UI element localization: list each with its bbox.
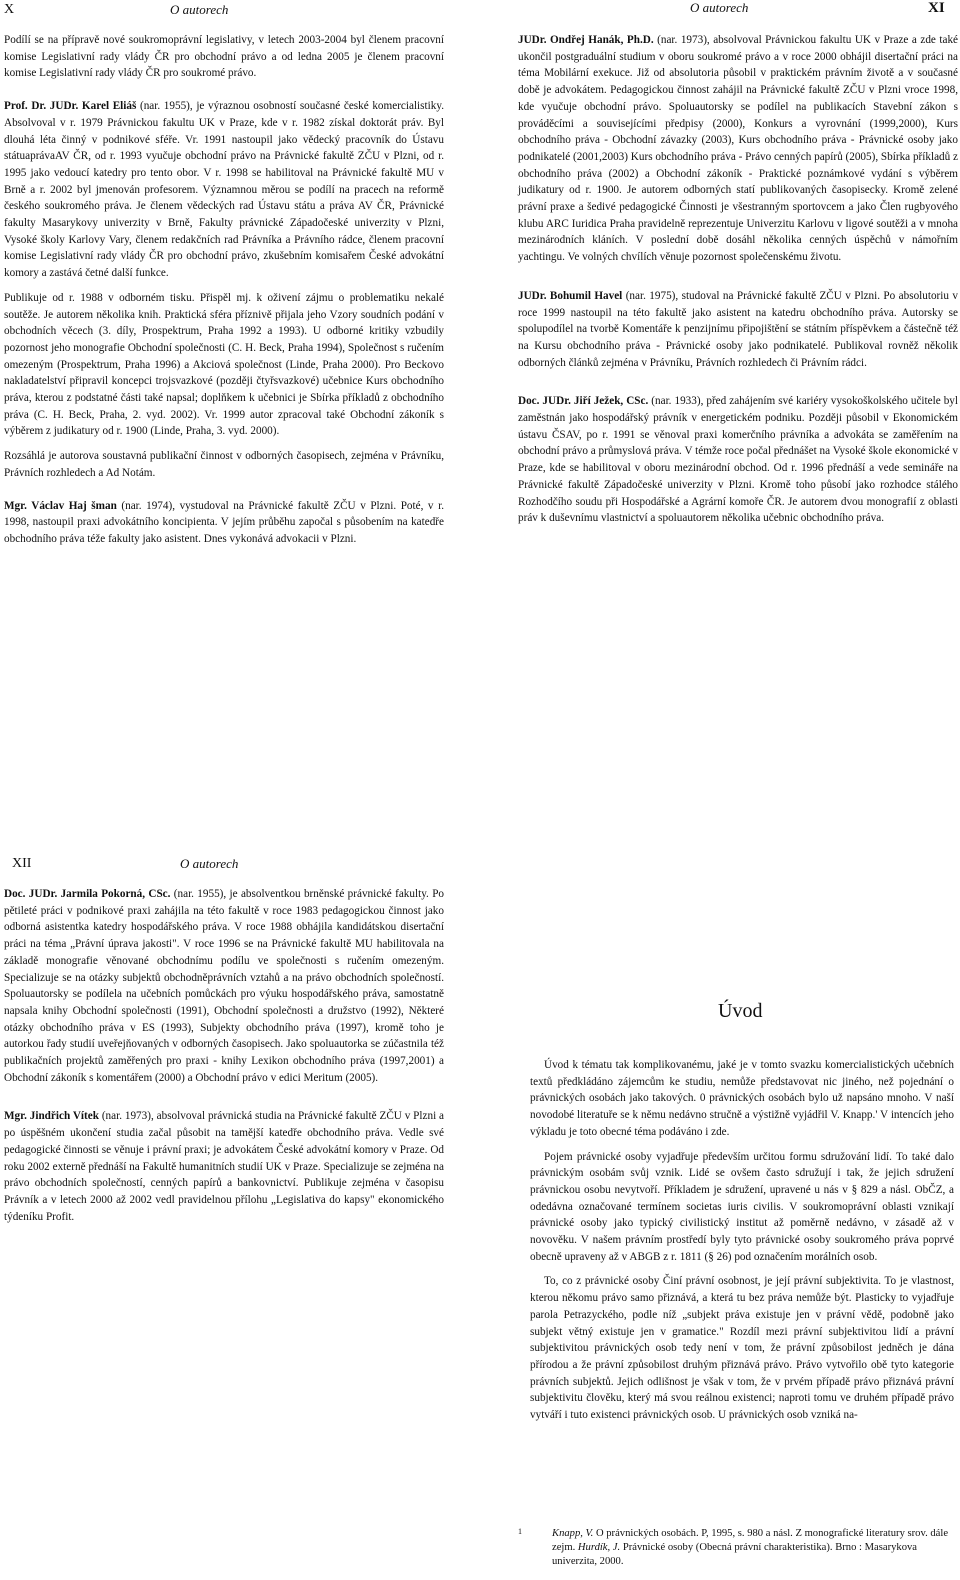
- author-elias-journals: Rozsáhlá je autorova soustavná publikační činnost v odborných časopisech, zejména v Právníku, Právních rozhledech a Ad Notám.: [4, 450, 444, 479]
- footnote-text: [552, 1527, 958, 1569]
- page-number-xi: XI: [928, 0, 945, 16]
- chapter-title: Úvod: [718, 1000, 763, 1022]
- author-name: Prof. Dr. JUDr. Karel Eliáš: [4, 100, 137, 113]
- page-xi-body: [518, 32, 958, 535]
- author-name: Doc. JUDr. Jarmila Pokorná, CSc.: [4, 888, 171, 900]
- author-bio: (nar. 1933), před zahájením své kariéry vysokoškolského učitele byl zaměstnán jako hospodářský právník v energetickém podniku. Později působil v Ekonomickém ústavu ČSAV, po r. 1991 se věnoval praxi komerčního právníka a advokáta se zaměřením na obchodní právo a průmyslová práva. V témže roce počal přednášet na Vysoké škole ekonomické v Praze, kde se habilitoval v oboru mezinárodní obchod. Od r. 1996 přednáší a vede semináře na Právnické fakultě Západočeské univerzity v Plzni. Kromě toho působí jako rozhodce stálého Rozhodčího soudu při Hospodářské a Agrární komoře ČR. Je autorem dvou monografií z oblasti práv k duševnímu vlastnictví a spoluautorem několika učebnic obchodního práva.: [518, 395, 958, 525]
- footnote-author-2: Hurdík, J.: [577, 1542, 621, 1553]
- footnote-part-1: O právnických osobách. P, 1995, s. 980 a násl. Z monografické literatury srov. dále zejm.: [552, 1528, 949, 1553]
- author-bio: (nar. 1973), absolvoval právnická studia na Právnické fakultě ZČU v Plzni a po úspěšném ukončení studia začal působit na tamější katedře obchodního práva. Vedle své pedagogické činnosti se věnuje i právní praxi; je advokátem České advokátní komory v Praze. Od roku 2002 externě přednáší na Fakultě humanitních studií UK v Praze. Specializuje se zejména na právo obchodních společností, cenných papírů a bankovnictví. Publikuje zejména v časopisu Právník a v letech 2000 až 2002 vedl pravidelnou přílohu „Legislativa do kapsy" ekonomického týdeníku Profit.: [4, 1110, 445, 1223]
- author-hanak: [518, 32, 958, 266]
- page-xii-body: [4, 886, 444, 1233]
- author-name: JUDr. Ondřej Hanák, Ph.D.: [518, 34, 654, 46]
- author-hajsman: [4, 498, 444, 548]
- footnote: [518, 1527, 958, 1569]
- footnote-part-2: Právnické osoby (Obecná právní charakteristika). Brno : Masarykova univerzita, 2000.: [552, 1542, 917, 1567]
- footnote-author: Knapp, V.: [552, 1528, 594, 1539]
- author-jezek: [518, 393, 958, 527]
- author-name: JUDr. Bohumil Havel: [518, 289, 623, 302]
- author-havel: [518, 288, 958, 372]
- page-x-body: [4, 32, 444, 556]
- running-head-third: O autorech: [180, 856, 239, 871]
- intro-paragraph: Podílí se na přípravě nové soukromoprávní legislativy, v letech 2003-2004 byl členem pracovní komise Legislativní rady vlády ČR pro obchodní právo a od ledna 2005 je členem pracovní komise Legislativní rady vlády ČR pro soukromé právo.: [4, 34, 444, 80]
- author-vitek: [4, 1108, 444, 1225]
- author-name: Mgr. Jindřich Vítek: [4, 1110, 99, 1123]
- author-name: Doc. JUDr. Jiří Ježek, CSc.: [518, 395, 649, 408]
- footnote-mark: 1: [518, 1527, 522, 1536]
- author-bio: (nar. 1955), je absolventkou brněnské právnické fakulty. Po pětileté práci v podnikové praxi zahájila na této fakultě v roce 1983 pedagogickou činnost jako odborná asistentka katedry hospodářského práva. V roce 1988 obhájila kandidátskou disertační práci na téma „Právní úprava jakosti". V roce 1996 se na Právnické fakultě MU habilitovala na základě monografie věnované obchodnímu podílu ve společnosti s ručením omezeným. Specializuje se na otázky subjektů obchodněprávních vztahů a na právo obchodních společností. Spoluautorsky se podílela na učebních pomůckách pro výuku hospodářského práva, samostatně napsala knihy Obchodní společnosti (1991), Obchodní společnosti a družstvo (1992), Některé otázky obchodního práva v ES (1993), Subjekty obchodního práva (1997), kromě toho je autorkou řady studií uveřejňovaných v odborných časopisech. Jako spoluautorka se zúčastnila též publikačních projektů zaměřených pro praxi - knihy Lexikon obchodního práva (1997,2001) a Obchodní zákoník s komentářem (2000) a Obchodní právo v edici Meritum (2005).: [4, 888, 445, 1084]
- author-bio: (nar. 1975), studoval na Právnické fakultě ZČU v Plzni. Po absolutoriu v roce 1999 nastoupil na této fakultě jako asistent na katedru obchodního práva. Autorsky se spolupodílel na tvorbě Komentáře k penzijnímu připojištění se státním příspěvkem a částečně též na Kursu obchodního práva - Právnické osoby jako podnikatelé. Publikoval rovněž několik odborných článků zejména v Právníku, Právních rozhledech či Právním rádci.: [518, 289, 958, 369]
- author-name: Mgr. Václav Haj šman: [4, 499, 117, 512]
- running-head-left: O autorech: [170, 2, 229, 17]
- author-pokorna: [4, 886, 444, 1086]
- intro-para-2: Pojem právnické osoby vyjadřuje především určitou formu sdružování lidí. To také dalo právnickým osobám svůj vznik. Lidé se ovšem často sdružují i tak, že jejich sdružení právnickou osobu nevytvoří. Příkladem je sdružení, upravené u nás v § 829 a násl. ObČZ, a odedávna označované termínem societas iuris civilis. V soukromoprávní oblasti vznikají právnické osoby jako typický civilistický institut až poměrně nedávno, v zásadě až v novověku. V našem právním prostředí byly tyto právnické osoby soukromého práva poprvé obecně upraveny až v ABGB z r. 1811 (§ 26) pod označením morálních osob.: [530, 1150, 954, 1263]
- author-elias: [4, 98, 444, 282]
- author-elias-publications: Publikuje od r. 1988 v odborném tisku. Přispěl mj. k oživení zájmu o problematiku nekalé soutěže. Je autorem několika knih. Praktická sféra příznivě přijala jeho Vzory soudních podání v obchodních věcech (3. díly, Prospektrum, Praha 1992 a 1993). U odborné kritiky vzbudily pozornost jeho monografie Obchodní společnosti (C. H. Beck, Praha 1994), Společnost s ručením omezeným (Prospektrum, Praha 1996) a Akciová společnost (Linde, Praha 2000). Pro Beckovo nakladatelství připravil koncepci trojsvazkové (později čtyřsvazkové) učebnice Kurs obchodního práva, kterou z podstatné části také napsal; doplňkem k učebnici je Sbírka příkladů z obchodního práva (C. H. Beck, Praha, 2. vyd. 2002). Vr. 1999 autor zpracoval také Obchodní zákoník s výběrem z judikatury od r. 1900 (Linde, Praha, 3. vyd. 2000).: [4, 291, 444, 438]
- author-bio: (nar. 1973), absolvoval Právnickou fakultu UK v Praze a zde také ukončil postgraduální studium v oboru soukromé právo a v roce 2000 obhájil disertační práci na téma Mobilární exekuce. Již od absolutoria působil v praktickém právním životě a v současné době je advokátem. Pedagogickou činnost zahájil na Právnické fakultě ZČU v Plzni vroce 1998, kde vyučuje obchodní právo. Spoluautorsky se podílel na publikacích Stavební zákon s prováděcími a souvisejícími předpisy (2000), Konkurs a vyrovnání (1999,2000), Kurs obchodního práva - Obchodní závazky (2003), Kurs obchodního práva - Právnické osoby jako podnikatelé (2001,2003) Kurs obchodního práva - Právo cenných papírů (2005), Sbírka příkladů z obchodního práva (2002) a Obchodní zákoník - Praktické poznámkové vydání s výběrem judikatury od r. 1900. Je autorem odborných statí publikovaných časopisecky. Kromě zelené právní praxe a šedivé pedagogické Činnosti je všestranným sportovcem a jako Člen rugbyového klubu ARC Iuridica Praha pravidelně reprezentuje Univerzitu Karlovu v ligové soutěži a v mnoha mezinárodních kláních. V poslední době dosáhl několika cenných úspěchů v námořním yachtingu. Ve volných chvílích věnuje pozornost společenskému životu.: [518, 34, 959, 264]
- intro-para-3: To, co z právnické osoby Činí právní osobnost, je její právní subjektivita. To je vlastnost, kterou někomu právo samo přiznává, a která tu bez práva nemůže být. Plasticky to vyjadřuje parola Petrazyckého, podle níž „subjekt práva existuje jen v právní vědě, podobně jako subjekt větný existuje jen v gramatice." Rozdíl mezi právní subjektivitou lidí a právní subjektivitou právnických osob tedy není v tom, že právní způsobilost jedněch je dána přírodou a že právní způsobilost druhým přiznává právo. Právo vytvořilo obě tyto kategorie právních subjektů. Jejich odlišnost je však v tom, že v prvém případě právo přiznává právní subjektivitu člověku, který má svou reálnou existenci; naproti tomu ve druhém případě právo vytváří i tuto existenci právnických osob. U právnických osob vzniká na-: [530, 1275, 954, 1422]
- running-head-right: O autorech: [690, 0, 749, 15]
- author-bio: (nar. 1955), je výraznou osobností současné české komercialistiky. Absolvoval v r. 1979 Právnickou fakultu UK v Praze, kde v r. 1982 získal doktorát práv. Byl dlouhá léta činný v podnikové sféře. Vr. 1991 nastoupil jako vědecký pracovník do Ústavu státuaprávaAV ČR, od r. 1993 vyučuje obchodní právo na Právnické fakultě ZČU v Plzni, od r. 1995 jako vedoucí katedry pro tento obor. V r. 1998 se habilitoval na Právnické fakultě MU v Brně a r. 2002 byl jmenován profesorem. Významnou měrou se podílí na pracech na reformě českého soukromého práva. Je členem vědeckých rad Ústavu státu a práva AV ČR, Právnické fakulty Masarykovy univerzity v Brně, Fakulty právnické Západočeské univerzity v Plzni, Vysoké školy Karlovy Vary, členem redakčních rad Právníka a Právního rádce, členem pracovní komise Legislativní rady vlády ČR pro obchodní právo, zkušebním komisařem České advokátní komory a zastává četné další funkce.: [4, 100, 444, 280]
- author-bio: (nar. 1974), vystudoval na Právnické fakultě ZČU v Plzni. Poté, v r. 1998, nastoupil praxi advokátního koncipienta. V jejím průběhu započal s působením na katedře obchodního práva téže fakulty jako asistent. Dnes vykonává advokacii v Plzni.: [4, 499, 444, 545]
- intro-chapter-body: [530, 1057, 954, 1432]
- page-number-x: X: [4, 2, 15, 17]
- page-number-xii: XII: [12, 856, 32, 871]
- intro-para-1: Úvod k tématu tak komplikovanému, jaké je v tomto svazku komercialistických učebních textů předkládáno zájemcům ke studiu, nemůže představovat nic jiného, než pojednání o právnických osobách jako takových. 0 právnických osobách bylo už napsáno mnoho. V naší novodobé literatuře se k němu nedávno stručně a výstižně vyjádřil V. Knapp.' V intencích jeho výkladu je toto obecné téma podáváno i zde.: [530, 1059, 954, 1138]
